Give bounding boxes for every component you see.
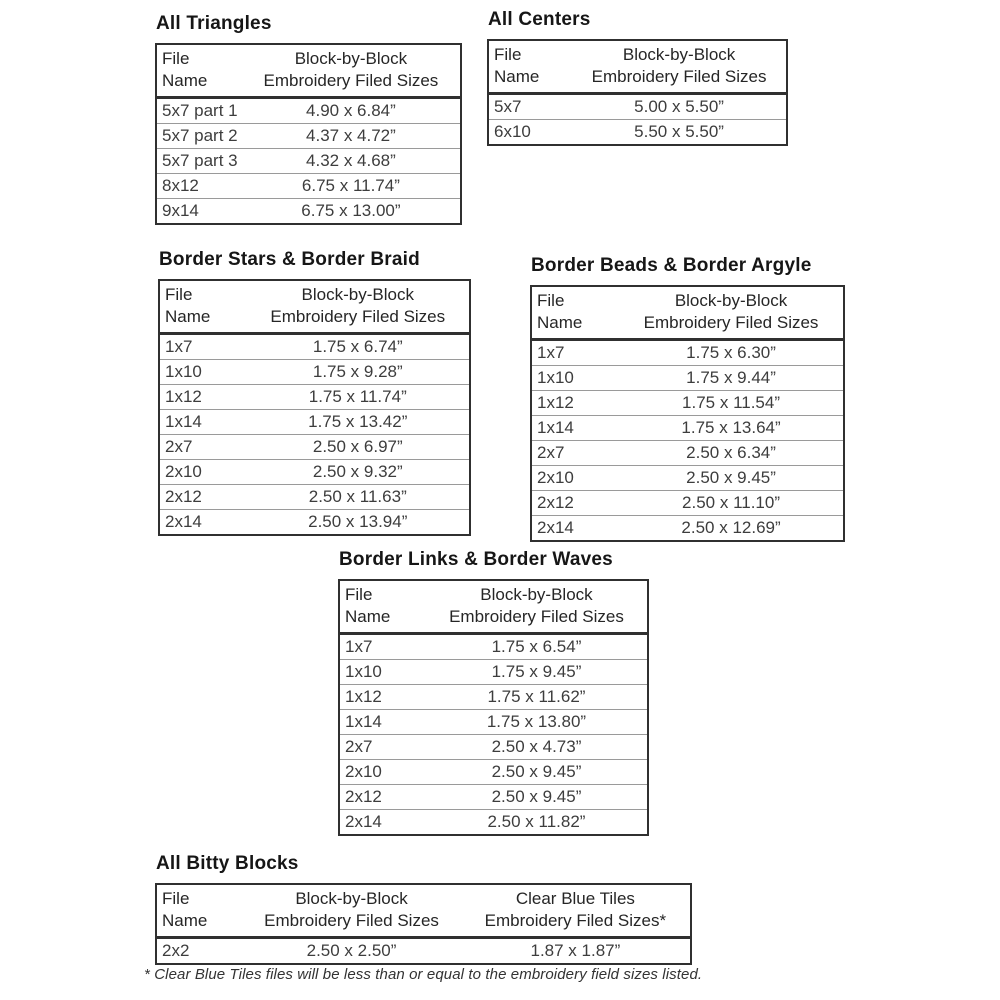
- header-line: Embroidery Filed Sizes: [270, 307, 446, 326]
- header-line: Name: [162, 71, 208, 90]
- file-name-cell: 2x7: [537, 443, 565, 462]
- header-line: Name: [494, 67, 540, 86]
- table-row: [340, 759, 647, 784]
- section-all-triangles: [155, 13, 462, 225]
- size-cell: 2.50 x 11.82”: [487, 812, 586, 831]
- size-cell: 4.37 x 4.72”: [306, 126, 396, 145]
- table-row: [340, 809, 647, 834]
- size-cell: 2.50 x 11.63”: [308, 487, 407, 506]
- file-name-cell: 1x10: [345, 662, 382, 681]
- file-name-cell: 6x10: [494, 122, 531, 141]
- header-line: Block-by-Block: [622, 45, 736, 64]
- table-row: [489, 95, 786, 119]
- size-cell: 2.50 x 11.10”: [682, 493, 781, 512]
- size-cell: 6.75 x 13.00”: [301, 201, 401, 220]
- table-row: [157, 123, 460, 148]
- size-cell: 6.75 x 11.74”: [301, 176, 400, 195]
- file-name-cell: 2x10: [537, 468, 574, 487]
- file-name-cell: 9x14: [162, 201, 199, 220]
- size-cell: 4.90 x 6.84”: [306, 101, 396, 120]
- size-cell: 5.50 x 5.50”: [634, 122, 724, 141]
- size-cell: 2.50 x 9.45”: [491, 787, 582, 806]
- size-cell: 1.75 x 13.80”: [486, 712, 587, 731]
- size-cell: 1.75 x 9.44”: [686, 368, 776, 387]
- size-cell: 1.75 x 6.74”: [312, 337, 403, 356]
- size-cell: 2.50 x 13.94”: [308, 512, 408, 531]
- size-cell: 5.00 x 5.50”: [634, 97, 724, 116]
- file-name-cell: 1x14: [165, 412, 202, 431]
- file-name-cell: 5x7 part 3: [162, 151, 238, 170]
- header-line: File: [165, 285, 193, 304]
- column-header-embroidery-sizes: [619, 290, 843, 334]
- header-line: Name: [537, 313, 583, 332]
- file-name-cell: 5x7 part 2: [162, 126, 238, 145]
- table-body: [157, 939, 690, 963]
- table-all-bitty-blocks: [155, 883, 692, 965]
- file-name-cell: 2x10: [165, 462, 202, 481]
- size-cell: 1.75 x 13.64”: [681, 418, 781, 437]
- file-name-cell: 1x12: [165, 387, 202, 406]
- table-body: [340, 635, 647, 834]
- table-row: [160, 409, 469, 434]
- header-line: Block-by-Block: [295, 889, 408, 908]
- table-border-links-waves: [338, 579, 649, 836]
- header-line: Block-by-Block: [674, 291, 788, 310]
- table-row: [157, 198, 460, 223]
- file-name-cell: 2x12: [537, 493, 574, 512]
- header-line: Name: [165, 307, 211, 326]
- column-header-embroidery-sizes: [426, 584, 647, 628]
- header-line: File: [345, 585, 373, 604]
- table-body: [532, 341, 843, 540]
- column-header-embroidery-sizes: [242, 48, 460, 92]
- file-name-cell: 5x7 part 1: [162, 101, 238, 120]
- table-row: [340, 709, 647, 734]
- size-cell: 1.75 x 6.30”: [686, 343, 776, 362]
- size-cell: 1.75 x 9.45”: [491, 662, 582, 681]
- header-line: File: [162, 889, 190, 908]
- size-cell: 1.75 x 11.62”: [487, 687, 586, 706]
- table-row: [160, 434, 469, 459]
- table-row: [532, 490, 843, 515]
- table-row: [532, 440, 843, 465]
- section-border-links-waves: [338, 549, 649, 836]
- table-row: [160, 335, 469, 359]
- table-row: [340, 684, 647, 709]
- section-all-bitty-blocks: [155, 853, 692, 965]
- file-name-cell: 2x12: [345, 787, 382, 806]
- file-name-cell: 5x7: [494, 97, 522, 116]
- table-row: [489, 119, 786, 144]
- section-title-all-centers: All Centers: [488, 9, 591, 30]
- table-row: [340, 659, 647, 684]
- file-name-cell: 1x10: [537, 368, 574, 387]
- table-row: [340, 734, 647, 759]
- table-border-stars-braid: [158, 279, 471, 536]
- table-row: [340, 784, 647, 809]
- section-title-border-links-waves: Border Links & Border Waves: [339, 549, 613, 570]
- header-line: Embroidery Filed Sizes: [591, 67, 767, 86]
- file-name-cell: 2x14: [345, 812, 382, 831]
- table-body: [160, 335, 469, 534]
- table-row: [157, 173, 460, 198]
- column-header-embroidery-sizes: [572, 44, 786, 88]
- size-cell: 4.32 x 4.68”: [306, 151, 396, 170]
- size-cell: 2.50 x 6.34”: [686, 443, 776, 462]
- file-name-cell: 1x7: [165, 337, 193, 356]
- size-cell: 1.75 x 13.42”: [308, 412, 408, 431]
- table-row: [160, 384, 469, 409]
- section-title-all-bitty-blocks: All Bitty Blocks: [156, 853, 299, 874]
- table-row: [157, 939, 690, 963]
- column-header-file-name: [157, 48, 242, 92]
- table-row: [157, 148, 460, 173]
- header-line: Block-by-Block: [480, 585, 593, 604]
- header-line: Embroidery Filed Sizes: [264, 911, 439, 930]
- header-line: Embroidery Filed Sizes: [263, 71, 439, 90]
- file-name-cell: 1x12: [345, 687, 382, 706]
- file-name-cell: 2x7: [165, 437, 193, 456]
- table-header-row: [340, 581, 647, 635]
- table-header-row: [532, 287, 843, 341]
- file-name-cell: 1x14: [345, 712, 382, 731]
- size-cell: 2.50 x 6.97”: [312, 437, 403, 456]
- table-header-row: [160, 281, 469, 335]
- table-row: [532, 341, 843, 365]
- header-line: Embroidery Filed Sizes*: [484, 911, 667, 930]
- file-name-cell: 1x12: [537, 393, 574, 412]
- header-line: Embroidery Filed Sizes: [449, 607, 624, 626]
- footnote: * Clear Blue Tiles files will be less than or equal to the embroidery field sizes listed.: [144, 966, 703, 983]
- file-name-cell: 2x14: [537, 518, 574, 537]
- table-row: [160, 509, 469, 534]
- column-header-embroidery-sizes: [242, 888, 461, 932]
- table-row: [160, 359, 469, 384]
- header-line: Clear Blue Tiles: [515, 889, 635, 908]
- size-cell: 2.50 x 9.32”: [312, 462, 403, 481]
- header-line: File: [537, 291, 565, 310]
- table-body: [489, 95, 786, 144]
- size-cell: 2.50 x 12.69”: [681, 518, 781, 537]
- table-all-centers: [487, 39, 788, 146]
- file-name-cell: 2x10: [345, 762, 382, 781]
- section-title-border-beads-argyle: Border Beads & Border Argyle: [531, 255, 812, 276]
- section-title-all-triangles: All Triangles: [156, 13, 272, 34]
- section-border-stars-braid: [158, 249, 471, 536]
- table-row: [532, 415, 843, 440]
- size-cell: 2.50 x 9.45”: [686, 468, 776, 487]
- section-all-centers: [487, 9, 788, 146]
- size-cell: 2.50 x 2.50”: [306, 941, 397, 960]
- table-header-row: [157, 885, 690, 939]
- section-title-border-stars-braid: Border Stars & Border Braid: [159, 249, 420, 270]
- column-header-embroidery-sizes: [247, 284, 469, 328]
- clear-blue-size-cell: 1.87 x 1.87”: [530, 941, 621, 960]
- section-border-beads-argyle: [530, 255, 845, 542]
- file-name-cell: 1x14: [537, 418, 574, 437]
- file-name-cell: 2x7: [345, 737, 373, 756]
- file-name-cell: 2x12: [165, 487, 202, 506]
- table-row: [532, 465, 843, 490]
- table-border-beads-argyle: [530, 285, 845, 542]
- column-header-clear-blue-tiles-sizes: [461, 888, 690, 932]
- column-header-file-name: [489, 44, 572, 88]
- column-header-file-name: [157, 888, 242, 932]
- table-row: [340, 635, 647, 659]
- column-header-file-name: [340, 584, 426, 628]
- file-name-cell: 1x7: [345, 637, 373, 656]
- table-row: [532, 390, 843, 415]
- column-header-file-name: [532, 290, 619, 334]
- header-line: Name: [345, 607, 391, 626]
- header-line: Name: [162, 911, 208, 930]
- size-cell: 1.75 x 11.54”: [682, 393, 781, 412]
- table-header-row: [157, 45, 460, 99]
- table-row: [532, 365, 843, 390]
- file-name-cell: 1x7: [537, 343, 565, 362]
- file-name-cell: 2x14: [165, 512, 202, 531]
- size-cell: 1.75 x 9.28”: [312, 362, 403, 381]
- table-row: [160, 459, 469, 484]
- header-line: Embroidery Filed Sizes: [643, 313, 819, 332]
- table-header-row: [489, 41, 786, 95]
- table-row: [532, 515, 843, 540]
- file-name-cell: 2x2: [162, 941, 190, 960]
- size-cell: 2.50 x 4.73”: [491, 737, 582, 756]
- header-line: Block-by-Block: [294, 49, 408, 68]
- size-cell: 2.50 x 9.45”: [491, 762, 582, 781]
- table-body: [157, 99, 460, 223]
- table-all-triangles: [155, 43, 462, 225]
- size-cell: 1.75 x 6.54”: [491, 637, 582, 656]
- header-line: Block-by-Block: [301, 285, 414, 304]
- header-line: File: [162, 49, 190, 68]
- table-row: [157, 99, 460, 123]
- file-name-cell: 8x12: [162, 176, 199, 195]
- size-cell: 1.75 x 11.74”: [308, 387, 407, 406]
- column-header-file-name: [160, 284, 247, 328]
- table-row: [160, 484, 469, 509]
- file-name-cell: 1x10: [165, 362, 202, 381]
- header-line: File: [494, 45, 522, 64]
